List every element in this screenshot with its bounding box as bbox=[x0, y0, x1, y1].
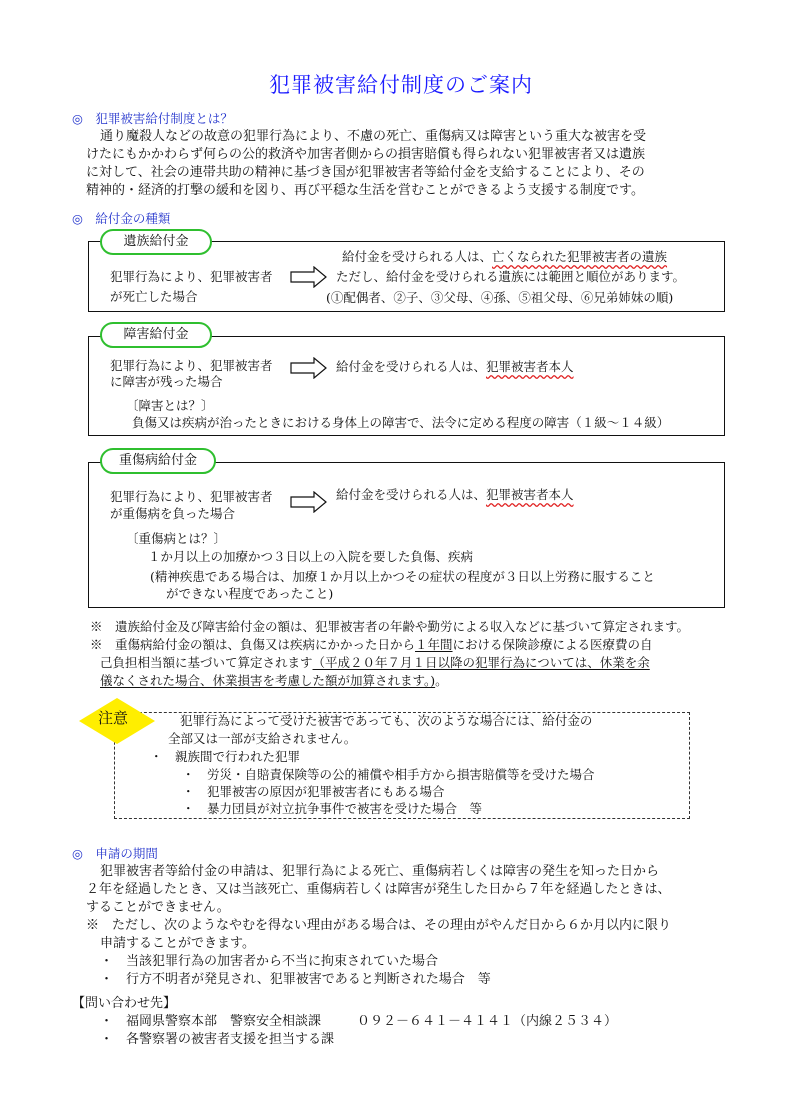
shogai-label: 障害給付金 bbox=[100, 322, 212, 348]
izoku-cond-2: が死亡した場合 bbox=[110, 289, 198, 304]
contact-line-2: ・ 各警察署の被害者支援を担当する課 bbox=[100, 1032, 335, 1047]
notice-line-1: 犯罪行為によって受けた被害であっても、次のような場合には、給付金の bbox=[180, 713, 593, 728]
izoku-recipient: 給付金を受けられる人は、亡くなられた犯罪被害者の遺族 bbox=[342, 249, 668, 264]
izoku-arrow-icon bbox=[290, 266, 328, 288]
izoku-note: ただし、給付金を受けられる遺族には範囲と順位があります。 bbox=[336, 269, 686, 284]
shogai-recipient: 給付金を受けられる人は、犯罪被害者本人 bbox=[336, 359, 574, 374]
remark-3: 己負担相当額に基づいて算定されます（平成２０年７月１日以降の犯罪行為については、休業を余 bbox=[100, 655, 650, 670]
period-line-7: ・ 行方不明者が発見され、犯罪被害であると判断された場合 等 bbox=[100, 972, 491, 987]
remark-2: ※ 重傷病給付金の額は、負傷又は疾病にかかった日から１年間における保険診療による医療費の自 bbox=[90, 637, 653, 652]
contact-line-1: ・ 福岡県警察本部 警察安全相談課 ０９２－６４１－４１４１（内線２５３４） bbox=[100, 1014, 618, 1029]
shogai-cond-2: に障害が残った場合 bbox=[110, 374, 223, 389]
remark-4: 儀なくされた場合、休業損害を考慮した額が加算されます。)。 bbox=[100, 673, 448, 688]
shogai-cond-1: 犯罪行為により、犯罪被害者 bbox=[110, 358, 273, 373]
intro-line-4: 精神的・経済的打撃の緩和を図り、再び平穏な生活を営むことができるよう支援する制度です。 bbox=[86, 183, 644, 198]
izoku-order: (①配偶者、②子、③父母、④孫、⑤祖父母、⑥兄弟姉妹の順) bbox=[326, 290, 674, 305]
notice-line-2: 全部又は一部が支給されません。 bbox=[168, 731, 357, 746]
types-heading: ◎ 給付金の種類 bbox=[72, 211, 171, 226]
notice-item-2: ・ 労災・自賠責保険等の公的補償や相手方から損害賠償等を受けた場合 bbox=[182, 767, 595, 782]
page-title: 犯罪被害給付制度のご案内 bbox=[269, 73, 533, 97]
period-line-3: することができません。 bbox=[86, 900, 230, 915]
jusho-def-note-1: (精神疾患である場合は、加療１か月以上かつその症状の程度が３日以上労務に服すること bbox=[150, 569, 655, 584]
notice-badge: 注意 bbox=[98, 709, 129, 727]
jusho-def-body: １か月以上の加療かつ３日以上の入院を要した負傷、疾病 bbox=[148, 549, 474, 564]
shogai-arrow-icon bbox=[290, 357, 328, 379]
period-line-1: 犯罪被害者等給付金の申請は、犯罪行為による死亡、重傷病若しくは障害の発生を知った日から bbox=[100, 864, 660, 879]
intro-heading: ◎ 犯罪被害給付制度とは？ bbox=[72, 111, 233, 126]
remark-1: ※ 遺族給付金及び障害給付金の額は、犯罪被害者の年齢や勤労による収入などに基づいて算定されます。 bbox=[90, 619, 690, 634]
jusho-cond-2: が重傷病を負った場合 bbox=[110, 506, 236, 521]
shogai-def-body: 負傷又は疾病が治ったときにおける身体上の障害で、法令に定める程度の障害（１級～１４級） bbox=[132, 415, 670, 430]
izoku-cond-1: 犯罪行為により、犯罪被害者 bbox=[110, 269, 273, 284]
jusho-def-heading: 〔重傷病とは？〕 bbox=[126, 531, 227, 546]
intro-line-2: けたにもかかわらず何らの公的救済や加害者側からの損害賠償も得られない犯罪被害者又は遺族 bbox=[86, 147, 646, 162]
jusho-recipient: 給付金を受けられる人は、犯罪被害者本人 bbox=[336, 487, 574, 502]
izoku-label: 遺族給付金 bbox=[100, 229, 212, 255]
notice-item-1: ・ 親族間で行われた犯罪 bbox=[150, 749, 301, 764]
notice-item-4: ・ 暴力団員が対立抗争事件で被害を受けた場合 等 bbox=[182, 801, 483, 816]
intro-line-1: 通り魔殺人などの故意の犯罪行為により、不慮の死亡、重傷病又は障害という重大な被害を受 bbox=[100, 129, 647, 144]
period-heading: ◎ 申請の期間 bbox=[72, 846, 158, 861]
jusho-arrow-icon bbox=[290, 491, 328, 513]
contact-heading: 【問い合わせ先】 bbox=[72, 996, 177, 1011]
shogai-def-heading: 〔障害とは？〕 bbox=[126, 398, 214, 413]
period-line-5: 申請することができます。 bbox=[100, 936, 255, 951]
notice-item-3: ・ 犯罪被害の原因が犯罪被害者にもある場合 bbox=[182, 784, 445, 799]
jusho-label: 重傷病給付金 bbox=[100, 448, 216, 474]
period-line-6: ・ 当該犯罪行為の加害者から不当に拘束されていた場合 bbox=[100, 954, 439, 969]
period-line-4: ※ ただし、次のようなやむを得ない理由がある場合は、その理由がやんだ日から６か月以内に限り bbox=[86, 918, 672, 933]
period-line-2: ２年を経過したとき、又は当該死亡、重傷病若しくは障害が発生した日から７年を経過したときは、 bbox=[86, 882, 671, 897]
intro-line-3: に対して、社会の連帯共助の精神に基づき国が犯罪被害者等給付金を支給することにより、その bbox=[86, 165, 645, 180]
jusho-cond-1: 犯罪行為により、犯罪被害者 bbox=[110, 489, 273, 504]
jusho-def-note-2: ができない程度であったこと) bbox=[166, 586, 334, 601]
